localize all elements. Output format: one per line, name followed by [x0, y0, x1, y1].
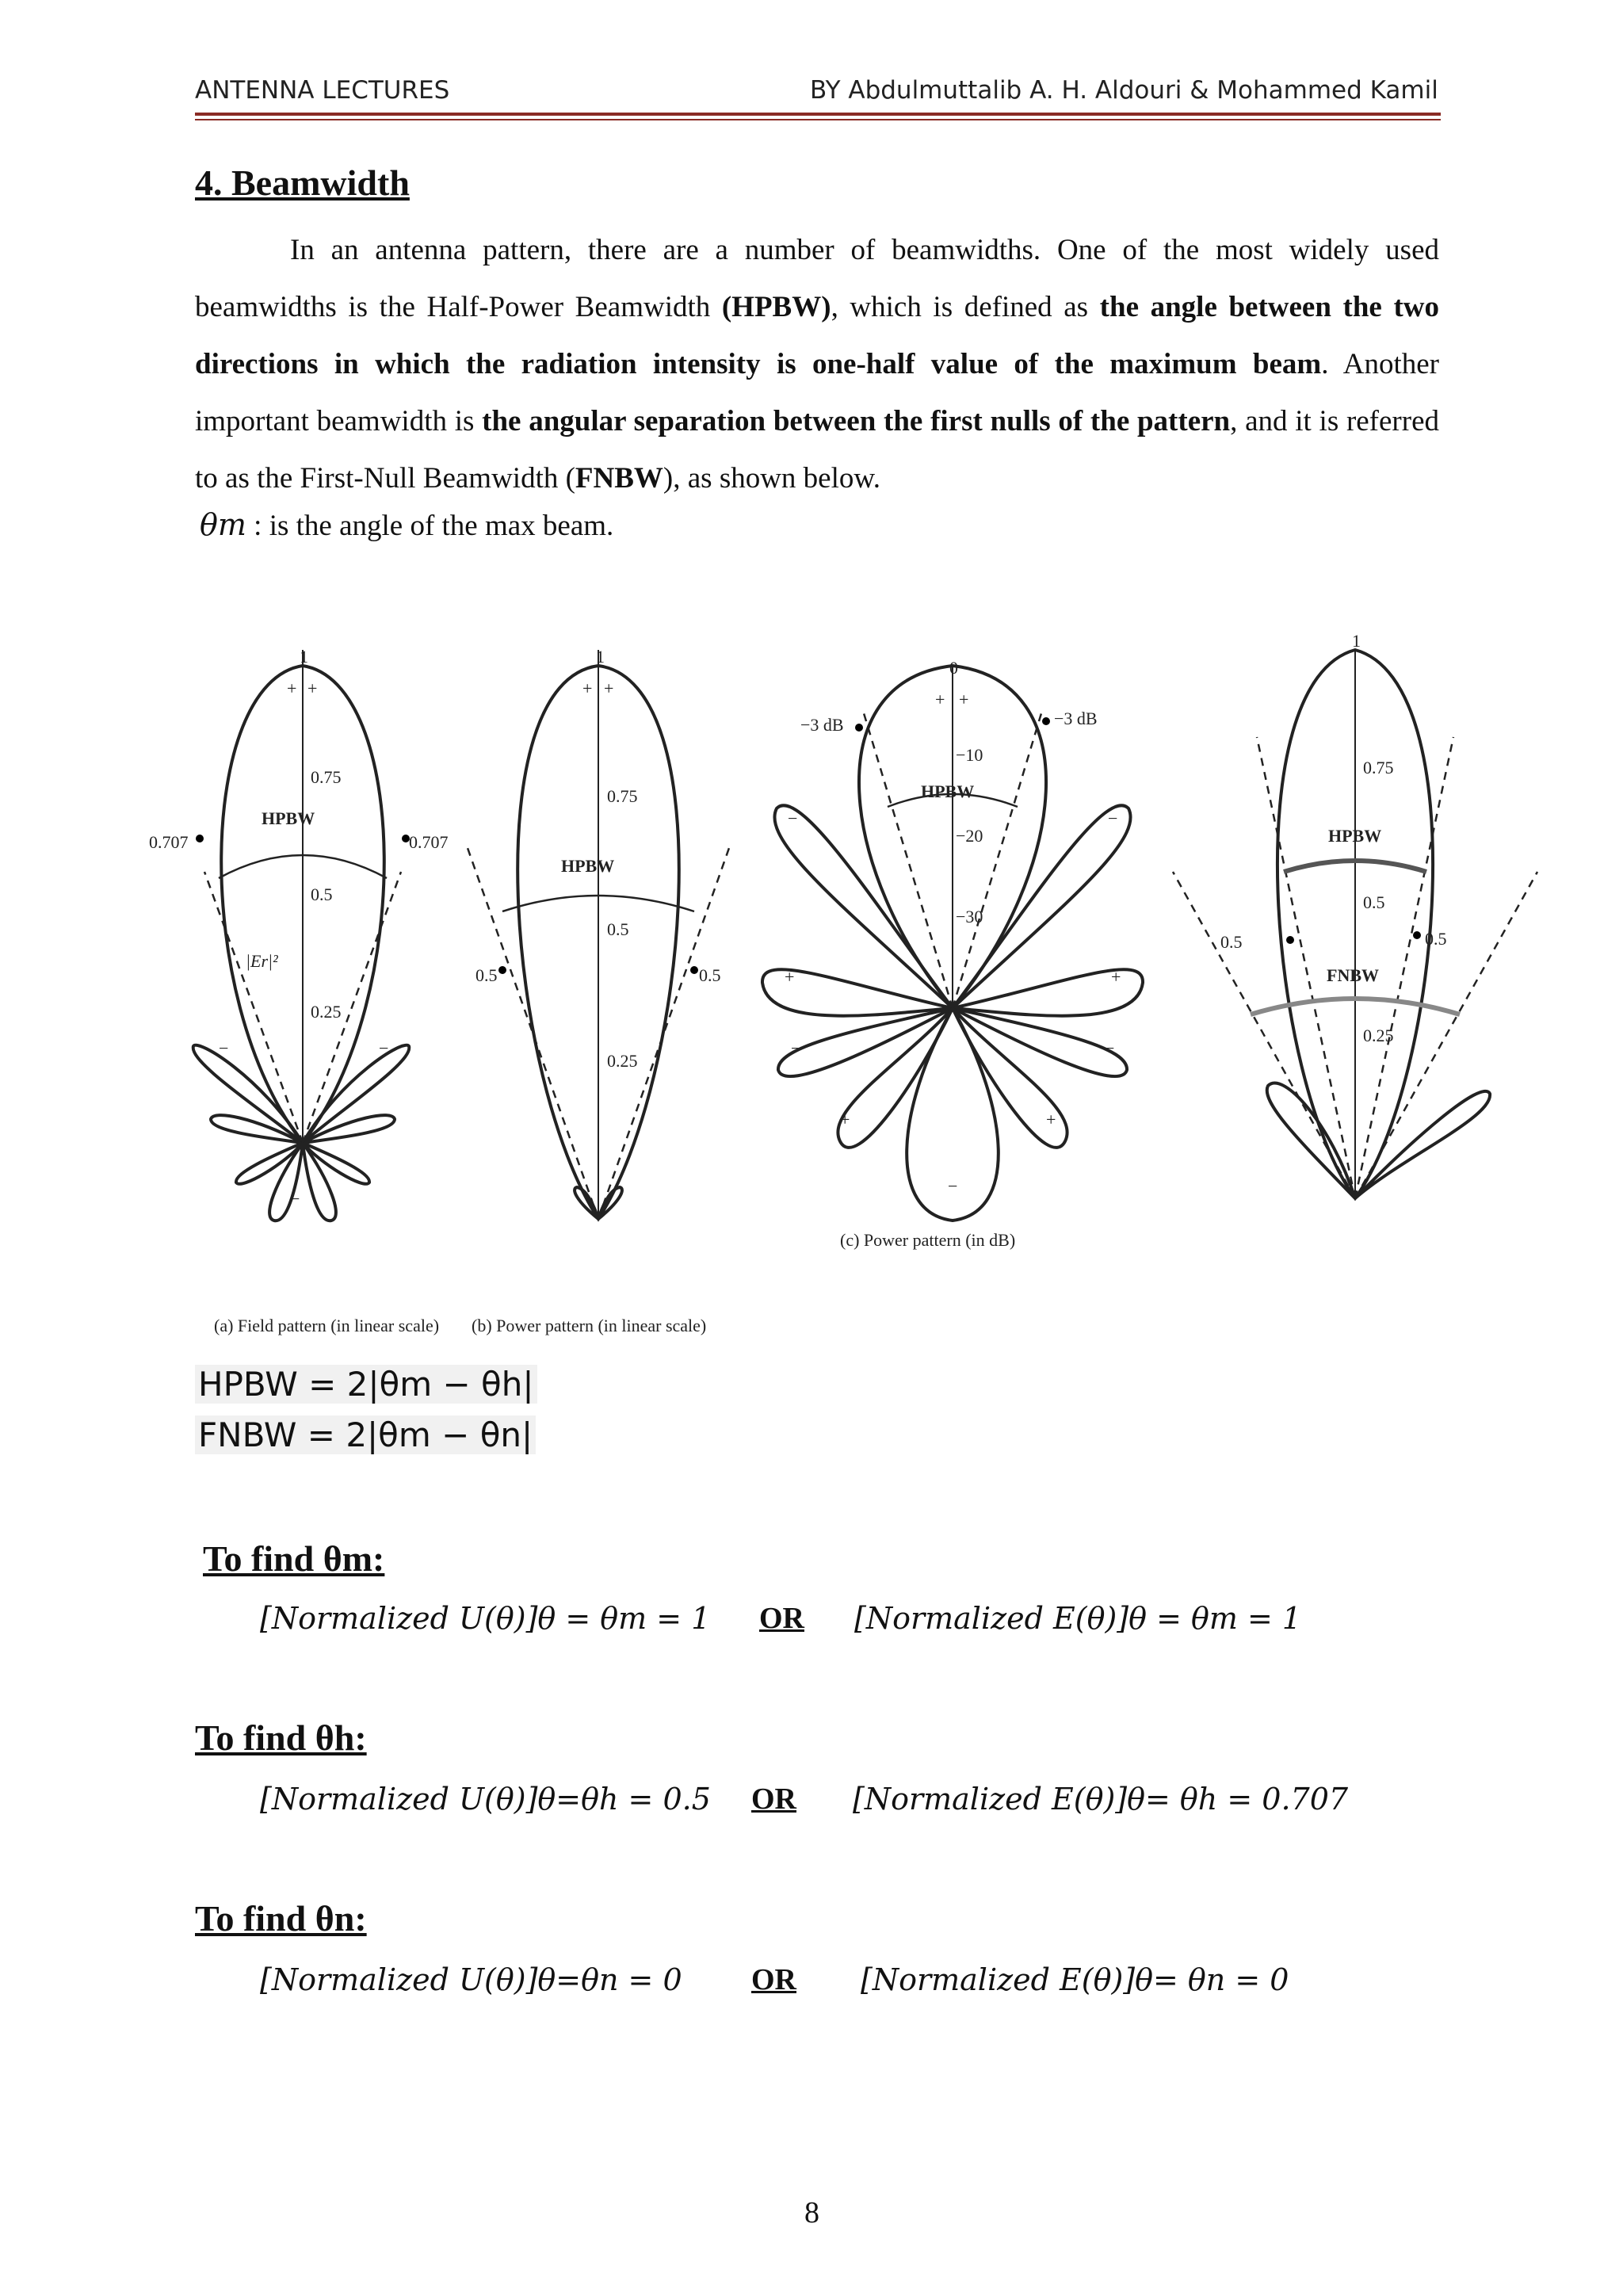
panel-d-hpbw-label: HPBW: [1328, 826, 1382, 846]
para-bold-fnbw: FNBW: [575, 462, 663, 495]
find-theta-n-eq-left: [Normalized U(θ)]θ=θn = 0: [260, 1962, 682, 1997]
page-number: 8: [804, 2196, 819, 2229]
theta-m-symbol: θm: [200, 507, 246, 542]
panel-b-tick-075: 0.75: [607, 786, 638, 806]
panel-a-caption: (a) Field pattern (in linear scale): [214, 1316, 440, 1335]
find-theta-n-or: OR: [751, 1963, 796, 1996]
panel-a-right-point: 0.707: [409, 832, 449, 852]
panel-c-right-point: −3 dB: [1054, 709, 1098, 728]
header-right-authors: BY Abdulmuttalib A. H. Aldouri & Mohammed Kamil: [810, 76, 1438, 105]
find-theta-m-title: To find θm:: [203, 1538, 385, 1579]
find-theta-h-title: To find θh:: [195, 1717, 367, 1758]
panel-c-caption: (c) Power pattern (in dB): [840, 1230, 1016, 1250]
panel-b-tick-05: 0.5: [607, 919, 629, 939]
sign-plus: +: [1111, 967, 1121, 987]
find-theta-m-eq-right: [Normalized E(θ)]θ = θm = 1: [854, 1601, 1302, 1636]
sign-minus: −: [791, 1038, 801, 1058]
para-bold-definition-fnbw: the angular separation between the first nulls of the pattern: [482, 405, 1231, 437]
panel-a-tick-025: 0.25: [311, 1002, 342, 1022]
panel-c-hpbw-label: HPBW: [921, 781, 975, 801]
sign-minus: −: [1105, 1038, 1115, 1058]
find-theta-m-or: OR: [759, 1602, 804, 1635]
find-theta-m-eq-left: [Normalized U(θ)]θ = θm = 1: [260, 1601, 711, 1636]
panel-c-top-value: 0: [949, 658, 958, 678]
panel-a-field-label: |Er|²: [246, 951, 278, 971]
panel-c-left-point: −3 dB: [800, 715, 844, 735]
panel-a-hpbw-label: HPBW: [262, 808, 315, 828]
panel-c-tick-10: −10: [956, 745, 983, 765]
panel-b-hpbw-label: HPBW: [561, 856, 615, 876]
find-theta-h-or: OR: [751, 1782, 796, 1816]
section-title: 4. Beamwidth: [195, 162, 410, 203]
para-text-5: ), as shown below.: [663, 462, 880, 495]
panel-c-tick-20: −20: [956, 826, 983, 846]
sign-minus: −: [219, 1038, 229, 1058]
sign-plus: +: [307, 678, 318, 698]
sign-minus: −: [948, 1176, 958, 1196]
panel-d-top-value: 1: [1352, 631, 1361, 651]
sign-plus: +: [959, 690, 969, 709]
panel-d-pattern: [1267, 650, 1490, 1198]
header-left-title: ANTENNA LECTURES: [195, 76, 450, 105]
hpbw-formula: HPBW = 2|θm − θh|: [195, 1365, 537, 1404]
panel-b-left-point: 0.5: [475, 965, 498, 985]
sign-minus: −: [290, 1189, 300, 1209]
panel-a-tick-05: 0.5: [311, 884, 333, 904]
para-bold-definition-hpbw: the angle between the two directions in which the radiation intensity is one-half value of the maximum beam: [195, 291, 1439, 380]
sign-minus: −: [788, 808, 798, 828]
panel-a-top-value: 1: [300, 647, 308, 667]
panel-d-fnbw-label: FNBW: [1327, 965, 1379, 985]
panel-d-tick-025: 0.25: [1363, 1026, 1394, 1045]
sign-plus: +: [604, 678, 614, 698]
find-theta-h-eq-right: [Normalized E(θ)]θ= θh = 0.707: [853, 1782, 1349, 1817]
panel-a-left-point: 0.707: [149, 832, 189, 852]
panel-b-top-value: 1: [596, 647, 605, 667]
intro-paragraph: [195, 222, 1439, 507]
theta-m-text: : is the angle of the max beam.: [246, 510, 614, 542]
find-theta-h-eq-left: [Normalized U(θ)]θ=θh = 0.5: [260, 1782, 711, 1817]
radiation-patterns-figure: [143, 631, 1537, 1335]
sign-minus: −: [1108, 808, 1118, 828]
para-text-2: , which is defined as: [831, 291, 1100, 323]
para-text-3: . Another important beamwidth is: [195, 348, 1440, 437]
find-theta-n-title: To find θn:: [195, 1898, 367, 1939]
panel-d-tick-05: 0.5: [1363, 892, 1385, 912]
theta-m-note: [200, 507, 613, 543]
panel-b-right-point: 0.5: [699, 965, 721, 985]
sign-plus: +: [840, 1110, 850, 1129]
panel-d-tick-075: 0.75: [1363, 758, 1394, 777]
para-text-1: In an antenna pattern, there are a number of beamwidths. One of the most widely used beamwidths is the Half-Power Beamwidth: [195, 234, 1439, 323]
panel-d-right-point: 0.5: [1425, 929, 1447, 949]
sign-plus: +: [1046, 1110, 1056, 1129]
sign-plus: +: [582, 678, 593, 698]
para-bold-hpbw: (HPBW): [721, 291, 831, 323]
sign-plus: +: [785, 967, 795, 987]
sign-plus: +: [935, 690, 945, 709]
panel-c-tick-30: −30: [956, 907, 983, 926]
para-text-4: , and it is referred to as the First-Null Beamwidth (: [195, 405, 1439, 495]
header-rule-thick: [195, 113, 1441, 116]
header-rule-thin: [195, 119, 1441, 120]
sign-minus: −: [379, 1038, 389, 1058]
panel-b-tick-025: 0.25: [607, 1051, 638, 1071]
find-theta-n-eq-right: [Normalized E(θ)]θ= θn = 0: [861, 1962, 1289, 1997]
fnbw-formula: FNBW = 2|θm − θn|: [195, 1415, 536, 1454]
panel-b-caption: (b) Power pattern (in linear scale): [472, 1316, 707, 1335]
sign-plus: +: [287, 678, 297, 698]
panel-d-left-point: 0.5: [1220, 932, 1243, 952]
panel-a-tick-075: 0.75: [311, 767, 342, 787]
